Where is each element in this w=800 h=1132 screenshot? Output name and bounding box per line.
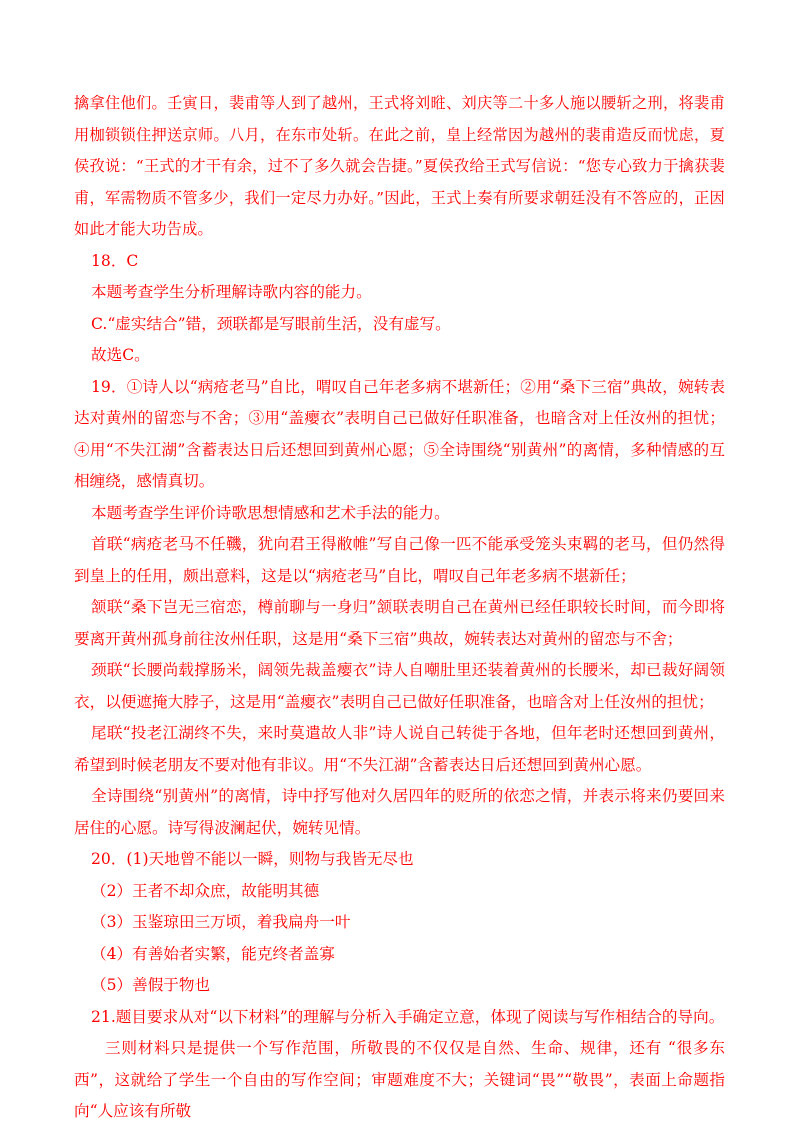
q18-skill: 本题考查学生分析理解诗歌内容的能力。 xyxy=(91,283,372,301)
q20-item-2: （2）王者不却众庶，故能明其德 xyxy=(91,881,320,900)
q20-item-3: （3）玉鉴琼田三万顷，着我扁舟一叶 xyxy=(91,913,351,931)
q18-conclusion: 故选C。 xyxy=(91,346,150,364)
q19-answer: 19．①诗人以“病疮老马”自比，喟叹自己年老多病不堪新任；②用“桑下三宿”典故，婉转表达对黄州的留恋与不舍；③用“盖瘿衣”表明自己已做好任职准备，也暗含对上任汝州的担忧；④用“不失江湖”含蓄表达日后还想回到黄州心愿；⑤全诗围绕“别黄州”的离情，多种情感的互相缠绕，感情真切。 xyxy=(74,377,725,490)
q21-intro: 21.题目要求从对“以下材料”的理解与分析入手确定立意，体现了阅读与写作相结合的导向。 xyxy=(91,1007,725,1026)
q19-skill: 本题考查学生评价诗歌思想情感和艺术手法的能力。 xyxy=(91,503,450,522)
q20-item-1: 20．(1)天地曾不能以一瞬，则物与我皆无尽也 xyxy=(91,850,414,868)
translation-paragraph: 擒拿住他们。壬寅日，裴甫等人到了越州，王式将刘暀、刘庆等二十多人施以腰斩之刑，将裴甫用枷锁锁住押送京师。八月，在东市处斩。在此之前，皇上经常因为越州的裴甫造反而忧虑，夏侯孜说：“王式的才干有余，过不了多久就会告捷。”夏侯孜给王式写信说：“您专心致力于擒获裴甫，军需物质不管多少，我们一定尽力办好。”因此，王式上奏有所要求朝廷没有不答应的，正因如此才能大功告成。 xyxy=(74,94,725,238)
q19-analysis-second-couplet: 颔联“桑下岂无三宿恋，樽前聊与一身归”颔联表明自己在黄州已经任职较长时间，而今即将要离开黄州孤身前往汝州任职，这是用“桑下三宿”典故，婉转表达对黄州的留恋与不舍； xyxy=(74,598,725,648)
q19-analysis-last-couplet: 尾联“投老江湖终不失，来时莫遣故人非”诗人说自己转徙于各地，但年老时还想回到黄州，希望到时候老朋友不要对他有非议。用“不失江湖”含蓄表达日后还想回到黄州心愿。 xyxy=(74,724,725,774)
q20-item-4: （4）有善始者实繁，能克终者盖寡 xyxy=(91,944,335,963)
q19-analysis-third-couplet: 颈联“长腰尚载撑肠米，阔领先裁盖瘿衣”诗人自嘲肚里还装着黄州的长腰米，却已裁好阔领衣，以便遮掩大脖子，这是用“盖瘿衣”表明自己已做好任职准备，也暗含对上任汝州的担忧； xyxy=(74,661,725,711)
q18-analysis: C.“虚实结合”错，颈联都是写眼前生活，没有虚写。 xyxy=(91,314,451,333)
q20-item-5: （5）善假于物也 xyxy=(91,976,211,994)
q19-analysis-first-couplet: 首联“病疮老马不任鞿，犹向君王得敝帷”写自己像一匹不能承受笼头束羁的老马，但仍然得到皇上的任用，颇出意料，这是以“病疮老马”自比，喟叹自己年老多病不堪新任； xyxy=(74,535,725,585)
q19-summary: 全诗围绕“别黄州”的离情，诗中抒写他对久居四年的贬所的依恋之情，并表示将来仍要回来居住的心愿。诗写得波澜起伏，婉转见情。 xyxy=(74,787,725,837)
q21-analysis: 三则材料只是提供一个写作范围，所敬畏的不仅仅是自然、生命、规律，还有 “很多东西”，这就给了学生一个自由的写作空间；审题难度不大；关键词“畏”“敬畏”，表面上命题指向“人应该有所敬 xyxy=(74,1039,725,1120)
q18-answer: 18．C xyxy=(91,251,139,270)
